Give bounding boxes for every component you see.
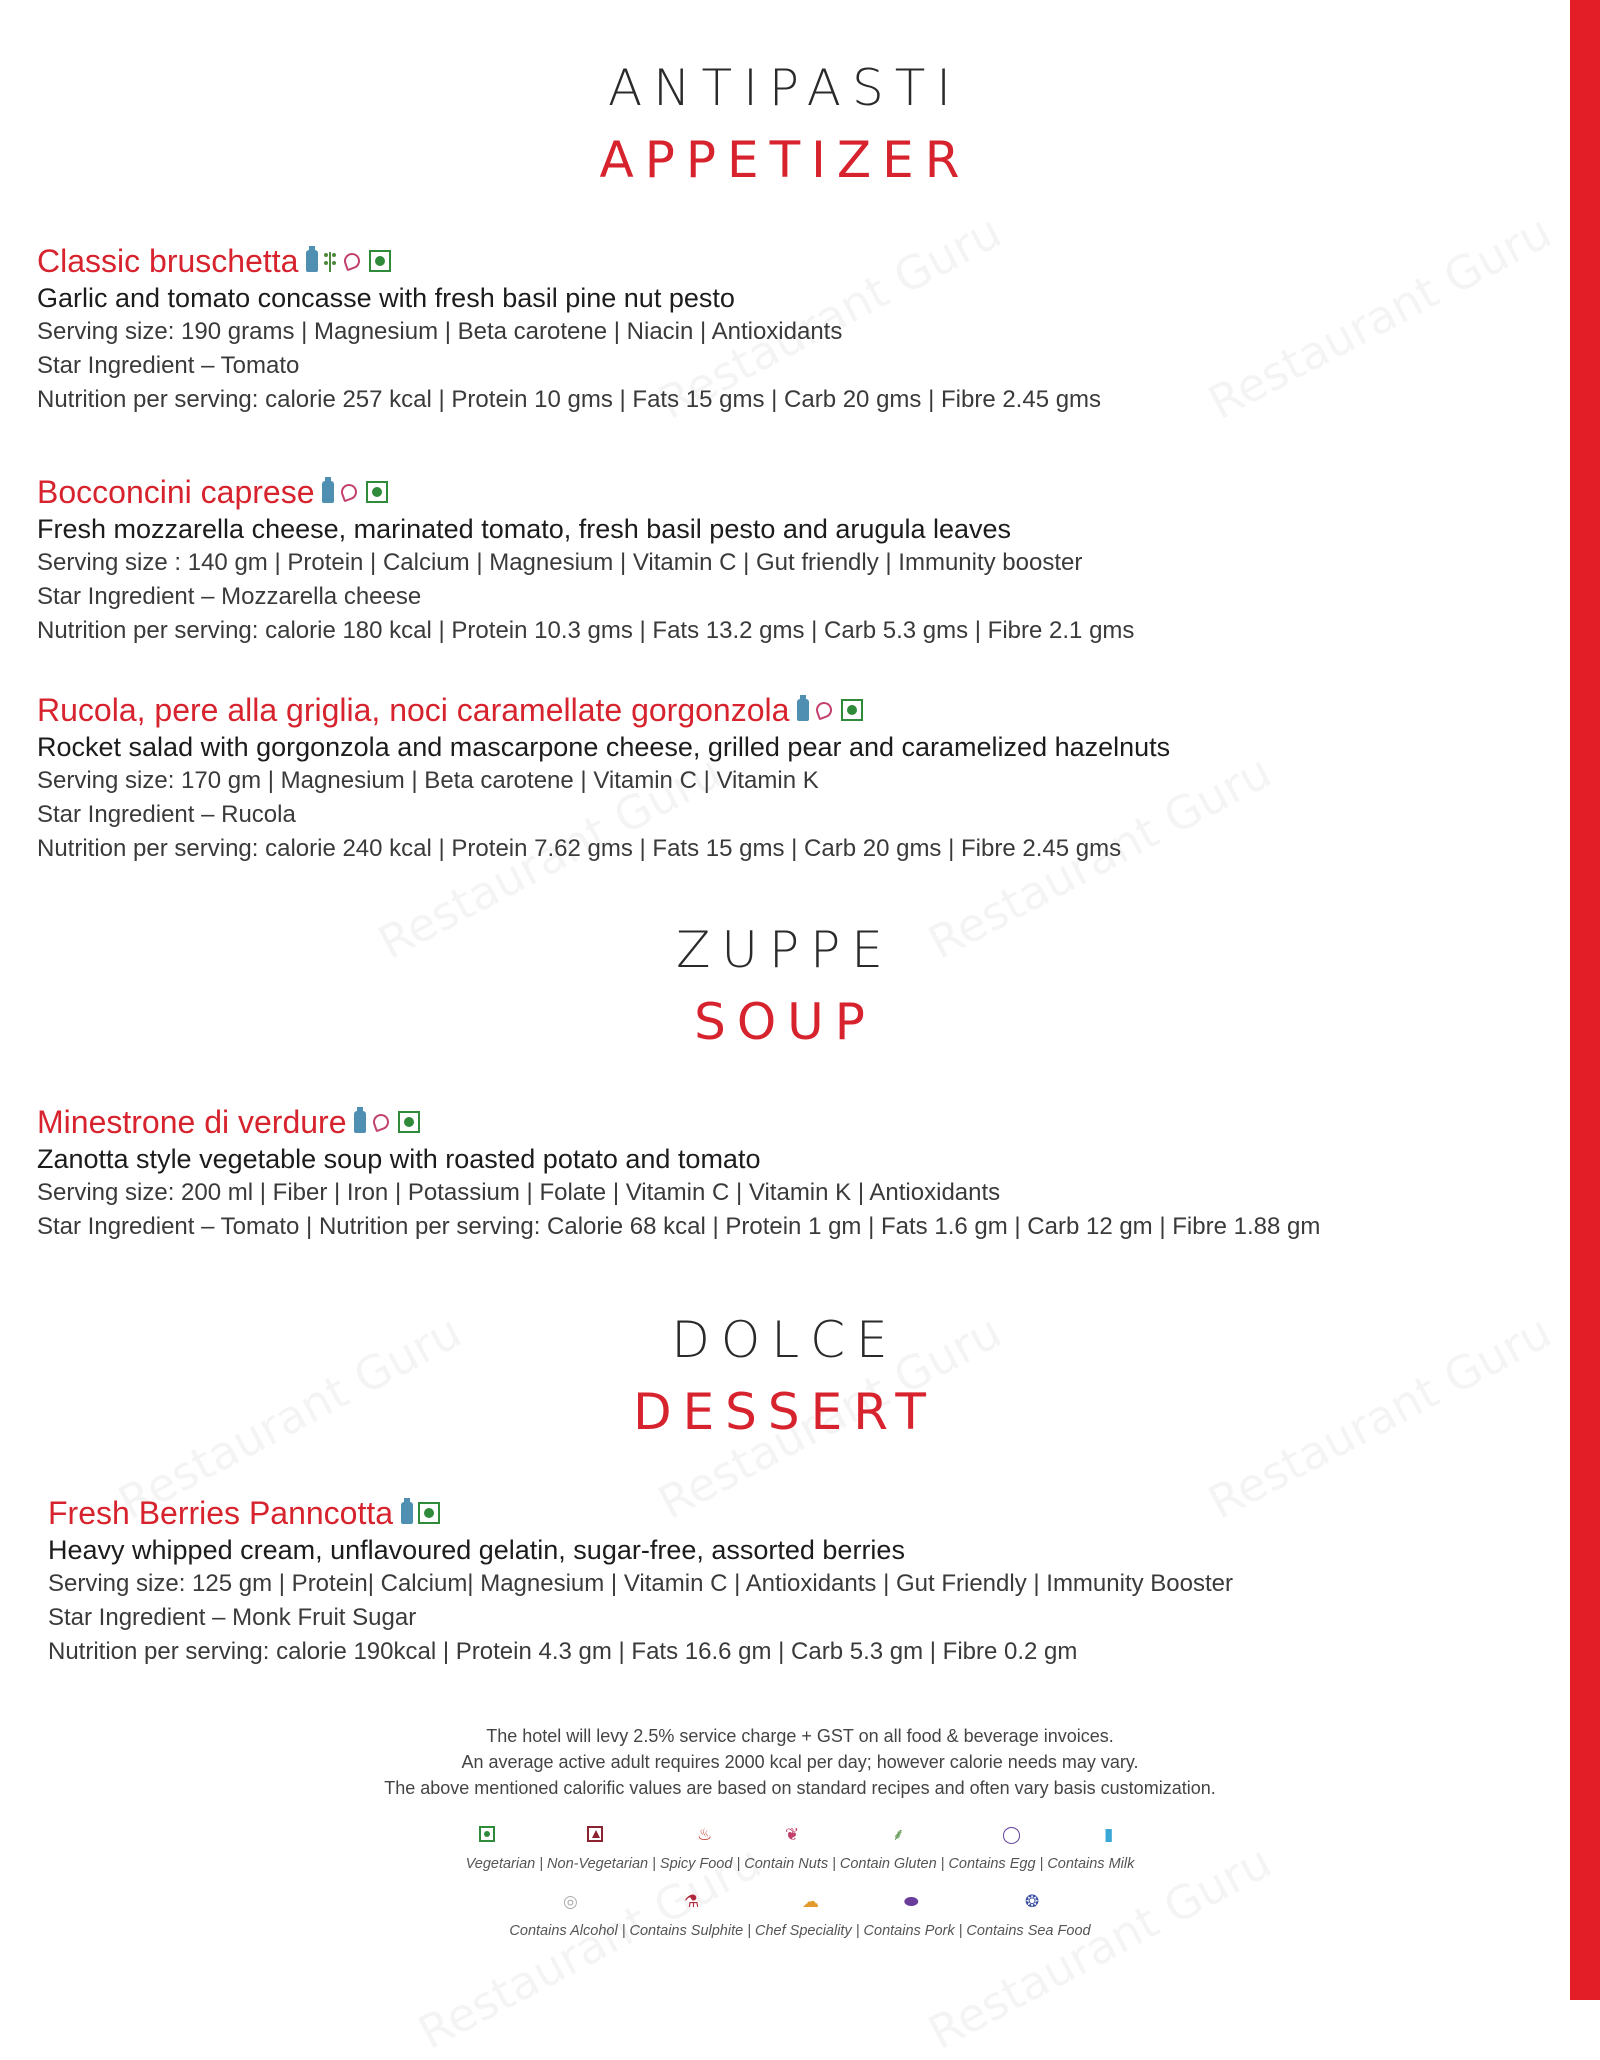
note-service-charge: The hotel will levy 2.5% service charge + GST on all food & beverage invoices.: [486, 1726, 1114, 1746]
red-side-bar: [1570, 0, 1600, 2000]
legend-text-2: Contains Alcohol | Contains Sulphite | Chef Speciality | Contains Pork | Contains Sea Food: [509, 1923, 1091, 1939]
item-nutrition: Star Ingredient – Tomato | Nutrition per serving: Calorie 68 kcal | Protein 1 gm | Fats 1.6 gm | Carb 12 gm | Fibre 1.88 gm: [37, 1213, 1321, 1240]
section-english-title: DESSERT: [633, 1383, 937, 1441]
milk-icon: [797, 699, 809, 721]
egg-icon: ◯: [1002, 1825, 1022, 1844]
non-vegetarian-icon: [587, 1826, 603, 1842]
item-serving: Serving size: 190 grams | Magnesium | Beta carotene | Niacin | Antioxidants: [37, 318, 843, 345]
vegetarian-icon: [418, 1502, 440, 1524]
nuts-icon: [371, 1111, 393, 1133]
item-title: Rucola, pere alla griglia, noci caramellate gorgonzola: [37, 692, 790, 728]
nuts-icon: [339, 481, 361, 503]
legend-text-1: Vegetarian | Non-Vegetarian | Spicy Food | Contain Nuts | Contain Gluten | Contains Egg | Contains Milk: [465, 1856, 1135, 1872]
item-serving: Serving size : 140 gm | Protein | Calcium | Magnesium | Vitamin C | Gut friendly | Immunity booster: [37, 549, 1083, 576]
nuts-icon: [814, 699, 836, 721]
item-serving: Serving size: 200 ml | Fiber | Iron | Potassium | Folate | Vitamin C | Vitamin K | Antioxidants: [37, 1179, 1001, 1206]
milk-icon: [306, 250, 318, 272]
note-calorie-needs: An average active adult requires 2000 kcal per day; however calorie needs may vary.: [461, 1752, 1139, 1772]
note-calorific-values: The above mentioned calorific values are based on standard recipes and often vary basis customization.: [384, 1778, 1216, 1798]
footer-notes: [0, 1723, 1600, 1801]
item-star-ingredient: Star Ingredient – Rucola: [37, 801, 296, 828]
menu-item: [37, 472, 1517, 648]
section-dessert: [0, 1310, 1570, 1442]
item-description: Fresh mozzarella cheese, marinated tomato, fresh basil pesto and arugula leaves: [37, 514, 1012, 544]
item-star-ingredient: Star Ingredient – Monk Fruit Sugar: [48, 1604, 417, 1631]
gluten-icon: ⸙: [892, 1825, 905, 1844]
nuts-icon: [342, 250, 364, 272]
vegetarian-icon: [366, 481, 388, 503]
item-description: Garlic and tomato concasse with fresh basil pine nut pesto: [37, 283, 735, 313]
item-title: Bocconcini caprese: [37, 474, 315, 510]
menu-item: [37, 1102, 1517, 1244]
item-title: Minestrone di verdure: [37, 1104, 347, 1140]
menu-item: [48, 1493, 1528, 1669]
vegetarian-icon: [398, 1111, 420, 1133]
item-title: Classic bruschetta: [37, 243, 299, 279]
item-description: Zanotta style vegetable soup with roasted potato and tomato: [37, 1144, 761, 1174]
item-star-ingredient: Star Ingredient – Tomato: [37, 352, 300, 379]
vegetarian-icon: [479, 1826, 495, 1842]
sulphite-icon: ⚗: [684, 1892, 700, 1911]
milk-icon: [322, 481, 334, 503]
menu-item: [37, 690, 1517, 866]
milk-icon: [401, 1502, 413, 1524]
pork-icon: ⬬: [904, 1892, 919, 1911]
item-serving: Serving size: 125 gm | Protein| Calcium| Magnesium | Vitamin C | Antioxidants | Gut Friendly | Immunity Booster: [48, 1570, 1233, 1597]
section-italian-title: ANTIPASTI: [607, 59, 963, 117]
item-description: Heavy whipped cream, unflavoured gelatin, sugar-free, assorted berries: [48, 1535, 905, 1565]
section-soup: [0, 920, 1570, 1052]
section-italian-title: DOLCE: [671, 1311, 899, 1369]
milk-icon: [354, 1111, 366, 1133]
section-appetizer: [0, 58, 1570, 190]
legend-row-2: [0, 1893, 1600, 1939]
item-description: Rocket salad with gorgonzola and mascarpone cheese, grilled pear and caramelized hazelnuts: [37, 732, 1171, 762]
alcohol-icon: ◎: [563, 1892, 578, 1911]
chef-speciality-icon: ☁: [802, 1892, 819, 1911]
section-english-title: SOUP: [694, 993, 876, 1051]
menu-item: [37, 241, 1517, 417]
milk-icon: ▮: [1104, 1825, 1114, 1844]
item-title: Fresh Berries Panncotta: [48, 1495, 394, 1531]
item-serving: Serving size: 170 gm | Magnesium | Beta carotene | Vitamin C | Vitamin K: [37, 767, 819, 794]
item-nutrition: Nutrition per serving: calorie 180 kcal | Protein 10.3 gms | Fats 13.2 gms | Carb 5.3 gms | Fibre 2.1 gms: [37, 617, 1135, 644]
item-nutrition: Nutrition per serving: calorie 257 kcal | Protein 10 gms | Fats 15 gms | Carb 20 gms | Fibre 2.45 gms: [37, 386, 1102, 413]
item-nutrition: Nutrition per serving: calorie 240 kcal | Protein 7.62 gms | Fats 15 gms | Carb 20 gms | Fibre 2.45 gms: [37, 835, 1122, 862]
nuts-icon: ❦: [785, 1825, 800, 1844]
item-star-ingredient: Star Ingredient – Mozzarella cheese: [37, 583, 422, 610]
spicy-icon: ♨: [697, 1825, 713, 1844]
vegetarian-icon: [369, 250, 391, 272]
item-nutrition: Nutrition per serving: calorie 190kcal | Protein 4.3 gm | Fats 16.6 gm | Carb 5.3 gm | Fibre 0.2 gm: [48, 1638, 1078, 1665]
legend-row-1: [0, 1826, 1600, 1872]
seafood-icon: ❂: [1025, 1892, 1040, 1911]
gluten-icon: [323, 250, 337, 272]
vegetarian-icon: [841, 699, 863, 721]
section-italian-title: ZUPPE: [676, 921, 894, 979]
section-english-title: APPETIZER: [599, 131, 971, 189]
